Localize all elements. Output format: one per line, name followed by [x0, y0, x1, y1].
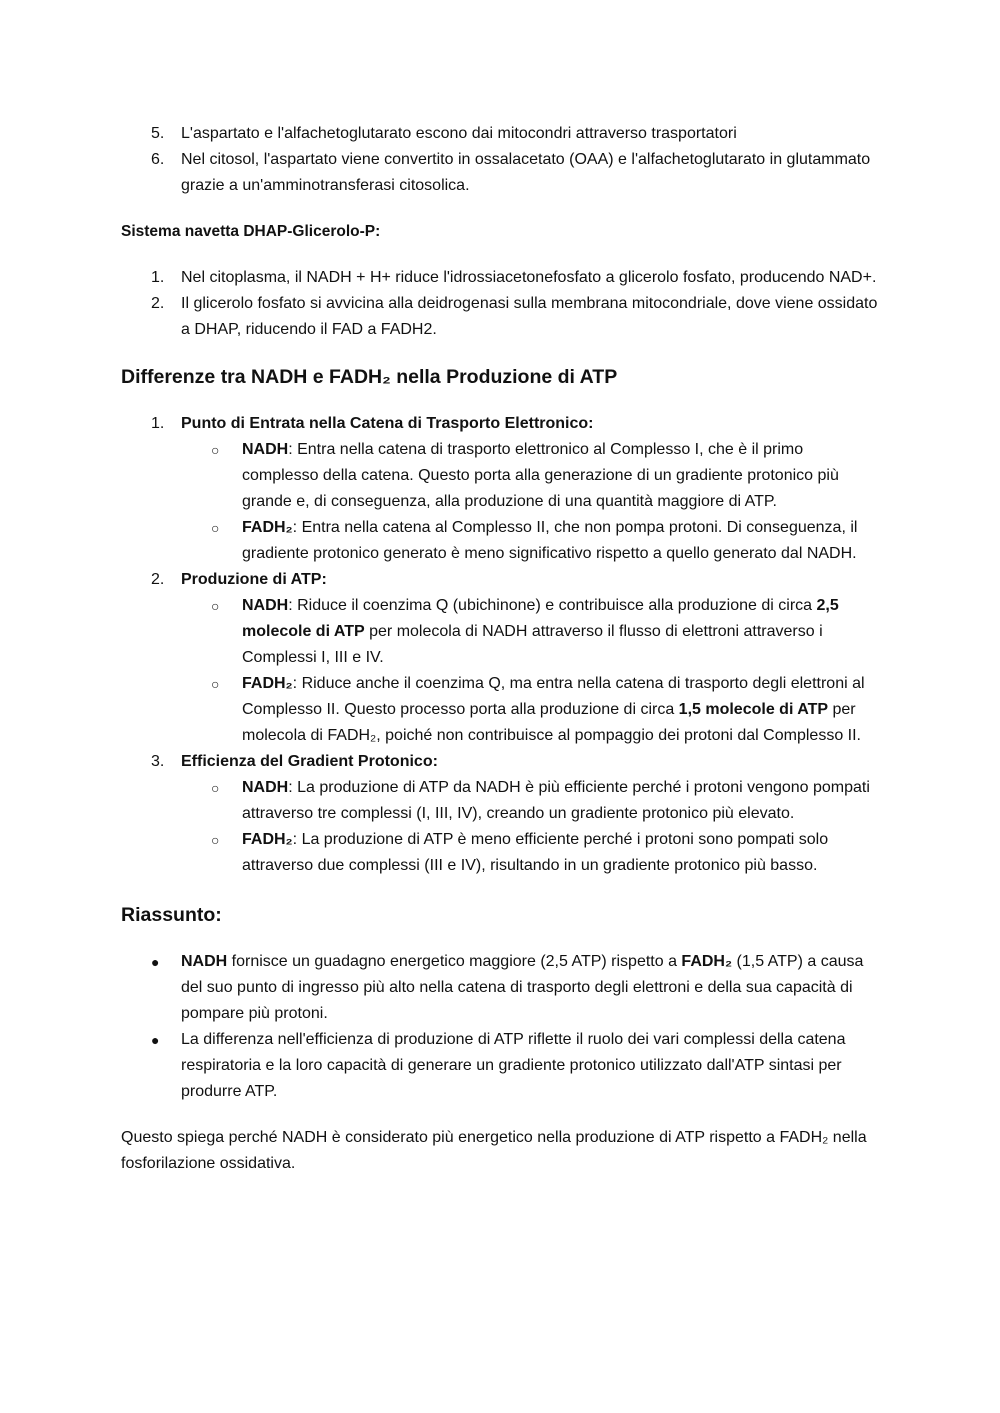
summary-text: La differenza nell'efficienza di produzione di ATP riflette il ruolo dei vari complessi della catena respiratoria e la loro capacità di generare un gradiente protonico utilizzato dall'ATP sintasi per produrre ATP. [181, 1031, 846, 1100]
term-fadh2: FADH₂ [681, 953, 733, 970]
list-number: 1. [151, 269, 165, 286]
sub-list-item [121, 593, 881, 671]
sub-item-text: : La produzione di ATP è meno efficiente perché i protoni sono pompati solo attraverso due complessi (III e IV), risultando in un gradiente protonico più basso. [242, 831, 829, 874]
list-item [121, 749, 881, 879]
circle-bullet-icon: ○ [211, 520, 220, 536]
malate-aspartate-list [121, 121, 881, 199]
bullet-icon: ● [151, 954, 160, 970]
term-fadh2: FADH₂ [242, 519, 293, 536]
list-item-text: L'aspartato e l'alfachetoglutarato escono dai mitocondri attraverso trasportatori [181, 125, 737, 142]
list-number: 1. [151, 415, 165, 432]
list-item [121, 291, 881, 343]
dhap-list [121, 265, 881, 343]
atp-amount: 2,5 molecole di ATP [242, 597, 839, 640]
sub-item-text: : La produzione di ATP da NADH è più efficiente perché i protoni vengono pompati attraverso tre complessi (I, III, IV), creando un gradiente protonico più elevato. [242, 779, 870, 822]
list-item [121, 147, 881, 199]
circle-bullet-icon: ○ [211, 832, 220, 848]
summary-text: (1,5 ATP) a causa del suo punto di ingresso più alto nella catena di trasporto degli elettroni e della sua capacità di pompare più protoni. [181, 953, 864, 1022]
list-item [121, 1027, 881, 1105]
circle-bullet-icon: ○ [211, 598, 220, 614]
page-content [121, 121, 881, 1177]
dhap-heading: Sistema navetta DHAP-Glicerolo-P: [121, 223, 381, 240]
bullet-icon: ● [151, 1032, 160, 1048]
sub-item-text: per molecola di FADH₂, poiché non contribuisce al pompaggio dei protoni dal Complesso II. [242, 701, 861, 744]
sub-list [181, 593, 881, 749]
term-nadh: NADH [181, 953, 228, 970]
atp-amount: 1,5 molecole di ATP [678, 701, 829, 718]
differences-heading: Differenze tra NADH e FADH₂ nella Produzione di ATP [121, 366, 618, 388]
list-number: 6. [151, 151, 165, 168]
summary-heading: Riassunto: [121, 904, 222, 926]
summary-text: fornisce un guadagno energetico maggiore (2,5 ATP) rispetto a [227, 953, 682, 970]
sub-item-text: per molecola di NADH attraverso il flusso di elettroni attraverso i Complessi I, III e IV. [242, 623, 823, 666]
sub-item-text: : Riduce il coenzima Q (ubichinone) e contribuisce alla produzione di circa [288, 597, 817, 614]
term-nadh: NADH [242, 779, 289, 796]
sub-list-item [121, 775, 881, 827]
sub-list-item [121, 515, 881, 567]
conclusion-paragraph: Questo spiega perché NADH è considerato più energetico nella produzione di ATP rispetto a FADH₂ nella fosforilazione ossidativa. [121, 1129, 867, 1172]
sub-list-item [121, 671, 881, 749]
sub-item-text: : Entra nella catena di trasporto elettronico al Complesso I, che è il primo complesso della catena. Questo porta alla generazione di un gradiente protonico più grande e, di conseguenza, alla produzione di una quantità maggiore di ATP. [242, 441, 839, 510]
list-item [121, 265, 881, 291]
list-item-title: Produzione di ATP: [181, 571, 327, 588]
list-item [121, 567, 881, 749]
list-number: 5. [151, 125, 165, 142]
list-number: 2. [151, 295, 165, 312]
circle-bullet-icon: ○ [211, 676, 220, 692]
sub-list [181, 437, 881, 567]
summary-list [121, 949, 881, 1105]
list-item-text: Nel citoplasma, il NADH + H+ riduce l'idrossiacetonefosfato a glicerolo fosfato, producendo NAD+. [181, 269, 877, 286]
circle-bullet-icon: ○ [211, 780, 220, 796]
list-item-title: Efficienza del Gradient Protonico: [181, 753, 438, 770]
circle-bullet-icon: ○ [211, 442, 220, 458]
term-nadh: NADH [242, 441, 289, 458]
sub-list-item [121, 827, 881, 879]
list-item [121, 121, 881, 147]
differences-list [121, 411, 881, 879]
list-item-title: Punto di Entrata nella Catena di Trasporto Elettronico: [181, 415, 594, 432]
sub-list [181, 775, 881, 879]
sub-item-text: : Riduce anche il coenzima Q, ma entra nella catena di trasporto degli elettroni al Complesso II. Questo processo porta alla produzione di circa [242, 675, 865, 718]
term-fadh2: FADH₂ [242, 831, 293, 848]
list-item [121, 949, 881, 1027]
term-nadh: NADH [242, 597, 289, 614]
sub-item-text: : Entra nella catena al Complesso II, che non pompa protoni. Di conseguenza, il gradiente protonico generato è meno significativo rispetto a quello generato dal NADH. [242, 519, 858, 562]
list-number: 2. [151, 571, 165, 588]
list-item-text: Il glicerolo fosfato si avvicina alla deidrogenasi sulla membrana mitocondriale, dove viene ossidato a DHAP, riducendo il FAD a FADH2. [181, 295, 878, 338]
list-number: 3. [151, 753, 165, 770]
list-item-text: Nel citosol, l'aspartato viene convertito in ossalacetato (OAA) e l'alfachetoglutarato in glutammato grazie a un'amminotransferasi citosolica. [181, 151, 871, 194]
sub-list-item [121, 437, 881, 515]
list-item [121, 411, 881, 567]
term-fadh2: FADH₂ [242, 675, 293, 692]
